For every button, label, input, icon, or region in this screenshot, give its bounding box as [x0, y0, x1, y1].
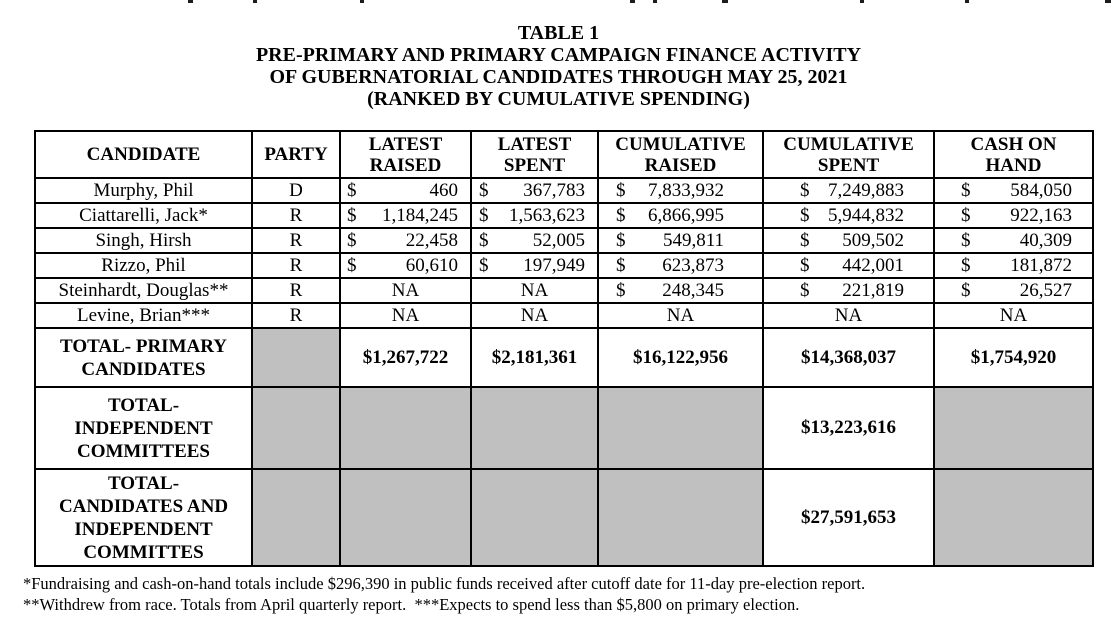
cell-cash-on-hand: [934, 178, 1093, 203]
amount: 60,610: [405, 254, 458, 276]
amount: 22,458: [405, 229, 458, 251]
title-table-number: TABLE 1: [517, 22, 600, 44]
cell-cumulative-spent: [763, 253, 934, 278]
title-line-4: (RANKED BY CUMULATIVE SPENDING): [367, 88, 750, 110]
amount: 1,184,245: [382, 204, 458, 226]
title-line-2: PRE-PRIMARY AND PRIMARY CAMPAIGN FINANCE ACTIVITY: [255, 44, 862, 66]
cell-latest-raised: NA: [340, 303, 471, 328]
cell-cash-on-hand: [934, 203, 1093, 228]
header-row: [35, 131, 1093, 178]
header-label: RAISED: [369, 154, 442, 176]
cell-cumulative-spent: NA: [763, 303, 934, 328]
total-label-line: COMMITTEES: [76, 440, 211, 462]
cell-candidate: Levine, Brian***: [35, 303, 252, 328]
header-label: SPENT: [503, 154, 566, 176]
dollar-sign: $: [616, 204, 626, 226]
dollar-sign: $: [479, 179, 489, 201]
cell-cumulative-raised: $16,122,956: [598, 328, 763, 387]
cell-latest-spent-shaded: [471, 469, 598, 566]
total-label-line: INDEPENDENT: [74, 417, 213, 439]
cell-latest-spent: NA: [471, 278, 598, 303]
total-label-line: TOTAL-: [107, 472, 180, 494]
row-total-candidates-and-independent-committees: [35, 469, 1093, 566]
amount: 26,527: [1019, 279, 1072, 301]
dollar-sign: $: [800, 179, 810, 201]
cell-party: R: [252, 203, 340, 228]
clipped-text-fragment: [860, 0, 864, 3]
header-label: SPENT: [817, 154, 880, 176]
cell-cash-on-hand: [934, 228, 1093, 253]
row-ciattarelli: [35, 203, 1093, 228]
header-label: PARTY: [264, 144, 328, 165]
cell-cumulative-spent: [763, 203, 934, 228]
header-party: [252, 131, 340, 178]
cell-cumulative-raised: [598, 228, 763, 253]
header-cash-on-hand: [934, 131, 1093, 178]
cell-cash-on-hand: [934, 253, 1093, 278]
campaign-finance-table: [34, 130, 1094, 567]
dollar-sign: $: [616, 179, 626, 201]
row-murphy: [35, 178, 1093, 203]
dollar-sign: $: [616, 229, 626, 251]
cell-candidate: Ciattarelli, Jack*: [35, 203, 252, 228]
total-label-line: INDEPENDENT: [74, 518, 213, 540]
total-label-line: CANDIDATES AND: [58, 495, 229, 517]
cell-latest-spent: [471, 203, 598, 228]
row-singh: [35, 228, 1093, 253]
dollar-sign: $: [800, 254, 810, 276]
clipped-text-fragment: [630, 0, 635, 3]
dollar-sign: $: [616, 279, 626, 301]
clipped-text-fragment: [360, 0, 364, 3]
row-levine: [35, 303, 1093, 328]
footnote-2: **Withdrew from race. Totals from April quarterly report. ***Expects to spend less than $5,800 on primary election.: [23, 595, 800, 614]
cell-cash-on-hand-shaded: [934, 387, 1093, 469]
cell-cumulative-spent: $14,368,037: [763, 328, 934, 387]
header-cumulative-spent: [763, 131, 934, 178]
dollar-sign: $: [961, 179, 971, 201]
table-title-block: [0, 0, 1117, 110]
amount: 5,944,832: [828, 204, 904, 226]
total-label-line: CANDIDATES: [81, 358, 206, 380]
header-latest-spent: [471, 131, 598, 178]
header-candidate: [35, 131, 252, 178]
cell-candidate: Singh, Hirsh: [35, 228, 252, 253]
clipped-text-fragment: [722, 0, 728, 3]
cell-party-shaded: [252, 387, 340, 469]
header-label: HAND: [985, 154, 1042, 176]
dollar-sign: $: [961, 254, 971, 276]
amount: 181,872: [1010, 254, 1072, 276]
amount: 7,249,883: [828, 179, 904, 201]
cell-cumulative-spent: [763, 228, 934, 253]
cell-cash-on-hand: [934, 278, 1093, 303]
cell-cumulative-raised: [598, 178, 763, 203]
cell-latest-raised: [340, 203, 471, 228]
clipped-top-text-line: [0, 0, 1117, 5]
dollar-sign: $: [347, 229, 357, 251]
cell-latest-spent: [471, 228, 598, 253]
amount: 922,163: [1010, 204, 1072, 226]
amount: 509,502: [842, 229, 904, 251]
cell-cumulative-spent: $13,223,616: [763, 387, 934, 469]
cell-party: R: [252, 253, 340, 278]
header-label: CUMULATIVE: [783, 133, 914, 155]
cell-latest-raised: [340, 178, 471, 203]
cell-latest-raised: NA: [340, 278, 471, 303]
clipped-text-fragment: [653, 0, 657, 3]
dollar-sign: $: [961, 279, 971, 301]
cell-latest-spent: NA: [471, 303, 598, 328]
dollar-sign: $: [479, 204, 489, 226]
header-label: CASH ON: [970, 133, 1057, 155]
header-cumulative-raised: [598, 131, 763, 178]
cell-latest-raised: [340, 228, 471, 253]
cell-total-label: [35, 469, 252, 566]
cell-latest-spent-shaded: [471, 387, 598, 469]
dollar-sign: $: [347, 204, 357, 226]
total-label-line: TOTAL- PRIMARY: [60, 335, 227, 357]
cell-party: R: [252, 278, 340, 303]
clipped-text-fragment: [188, 0, 193, 3]
header-label: CANDIDATE: [86, 144, 201, 165]
dollar-sign: $: [961, 204, 971, 226]
cell-latest-raised: [340, 253, 471, 278]
cell-total-label: [35, 387, 252, 469]
dollar-sign: $: [347, 254, 357, 276]
dollar-sign: $: [479, 254, 489, 276]
amount: 6,866,995: [648, 204, 724, 226]
row-total-primary-candidates: [35, 328, 1093, 387]
cell-latest-spent: [471, 253, 598, 278]
header-label: LATEST: [497, 133, 572, 155]
amount: 40,309: [1019, 229, 1072, 251]
cell-candidate: Murphy, Phil: [35, 178, 252, 203]
cell-cash-on-hand: NA: [934, 303, 1093, 328]
cell-party-shaded: [252, 469, 340, 566]
amount: 442,001: [842, 254, 904, 276]
total-label-line: TOTAL-: [107, 394, 180, 416]
cell-candidate: Rizzo, Phil: [35, 253, 252, 278]
dollar-sign: $: [347, 179, 357, 201]
header-latest-raised: [340, 131, 471, 178]
title-line-3: OF GUBERNATORIAL CANDIDATES THROUGH MAY 25, 2021: [269, 66, 848, 88]
footnote-1: *Fundraising and cash-on-hand totals include $296,390 in public funds received after cutoff date for 11-day pre-election report.: [23, 574, 866, 593]
cell-cumulative-raised-shaded: [598, 387, 763, 469]
cell-cash-on-hand-shaded: [934, 469, 1093, 566]
header-label: LATEST: [368, 133, 443, 155]
cell-latest-raised-shaded: [340, 387, 471, 469]
cell-latest-spent: [471, 178, 598, 203]
cell-party: D: [252, 178, 340, 203]
total-label-line: COMMITTES: [83, 541, 204, 563]
cell-party: R: [252, 228, 340, 253]
amount: 623,873: [662, 254, 724, 276]
amount: 549,811: [662, 229, 724, 251]
clipped-text-fragment: [253, 0, 257, 3]
row-steinhardt: [35, 278, 1093, 303]
amount: 584,050: [1010, 179, 1072, 201]
row-rizzo: [35, 253, 1093, 278]
cell-latest-raised-shaded: [340, 469, 471, 566]
header-label: CUMULATIVE: [615, 133, 746, 155]
cell-cumulative-spent: [763, 278, 934, 303]
cell-latest-raised: $1,267,722: [340, 328, 471, 387]
clipped-text-fragment: [965, 0, 969, 3]
row-total-independent-committees: [35, 387, 1093, 469]
clipped-text-fragment: [1105, 0, 1111, 3]
amount: 460: [429, 179, 458, 201]
cell-cumulative-raised: [598, 278, 763, 303]
cell-candidate: Steinhardt, Douglas**: [35, 278, 252, 303]
dollar-sign: $: [800, 279, 810, 301]
dollar-sign: $: [800, 204, 810, 226]
amount: 367,783: [523, 179, 585, 201]
cell-cumulative-spent: $27,591,653: [763, 469, 934, 566]
cell-cumulative-raised-shaded: [598, 469, 763, 566]
cell-cumulative-raised: [598, 253, 763, 278]
cell-cash-on-hand: $1,754,920: [934, 328, 1093, 387]
amount: 221,819: [842, 279, 904, 301]
amount: 52,005: [532, 229, 585, 251]
cell-cumulative-raised: [598, 203, 763, 228]
cell-party-shaded: [252, 328, 340, 387]
cell-party: R: [252, 303, 340, 328]
amount: 7,833,932: [648, 179, 724, 201]
cell-cumulative-spent: [763, 178, 934, 203]
amount: 197,949: [523, 254, 585, 276]
cell-cumulative-raised: NA: [598, 303, 763, 328]
footnotes-block: [23, 573, 1117, 615]
header-label: RAISED: [644, 154, 717, 176]
cell-latest-spent: $2,181,361: [471, 328, 598, 387]
dollar-sign: $: [961, 229, 971, 251]
dollar-sign: $: [800, 229, 810, 251]
amount: 248,345: [662, 279, 724, 301]
amount: 1,563,623: [509, 204, 585, 226]
dollar-sign: $: [616, 254, 626, 276]
cell-total-label: [35, 328, 252, 387]
dollar-sign: $: [479, 229, 489, 251]
